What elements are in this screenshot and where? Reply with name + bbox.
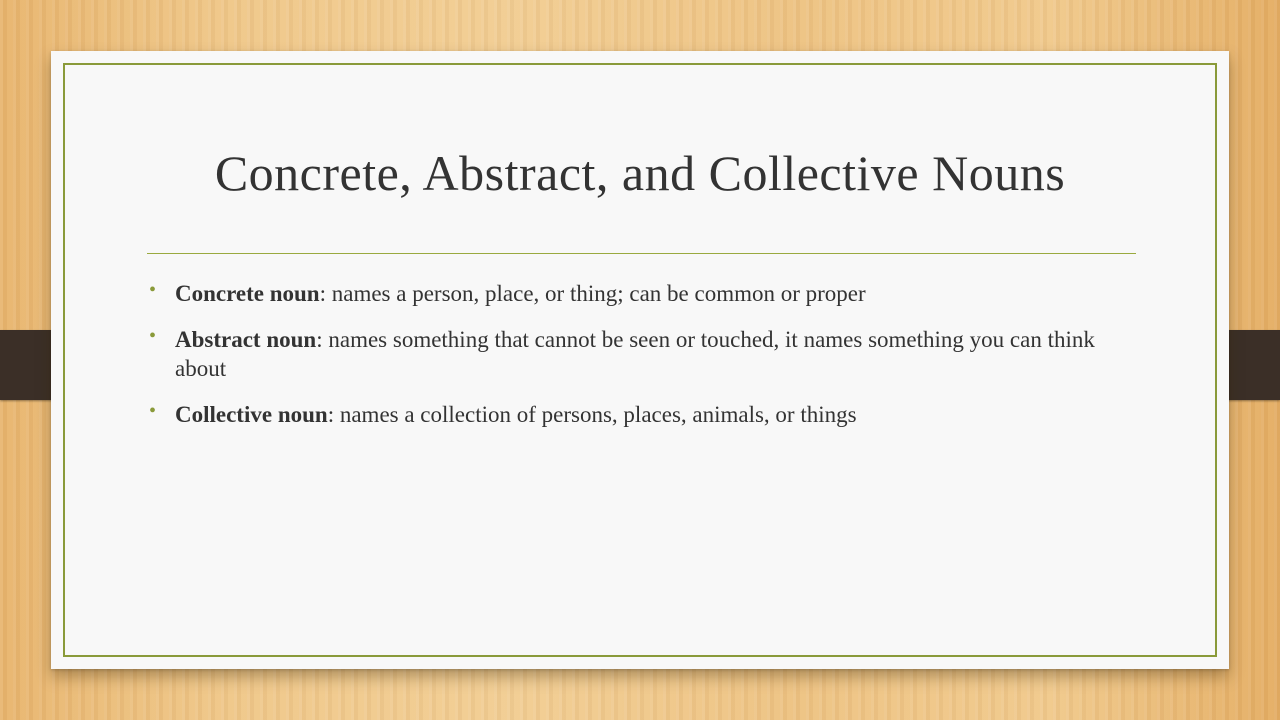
bullet-icon: •: [149, 400, 157, 422]
bullet-concrete-noun: [147, 279, 1137, 308]
bullet-list: [147, 279, 1137, 446]
bullet-icon: •: [149, 325, 157, 347]
bullet-text: : names a collection of persons, places, animals, or things: [327, 402, 857, 427]
slide-title: Concrete, Abstract, and Collective Nouns: [214, 145, 1066, 201]
bullet-term: Abstract noun: [175, 327, 317, 352]
slide-paper: [51, 51, 1229, 669]
bullet-term: Collective noun: [175, 402, 328, 427]
bullet-term: Concrete noun: [175, 281, 320, 306]
bullet-abstract-noun: [147, 325, 1137, 383]
title-divider: [147, 253, 1136, 254]
bullet-text: : names something that cannot be seen or touched, it names something you can think about: [175, 327, 1095, 381]
bullet-text: : names a person, place, or thing; can be common or proper: [319, 281, 866, 306]
bullet-collective-noun: [147, 400, 1137, 429]
bullet-icon: •: [149, 279, 157, 301]
